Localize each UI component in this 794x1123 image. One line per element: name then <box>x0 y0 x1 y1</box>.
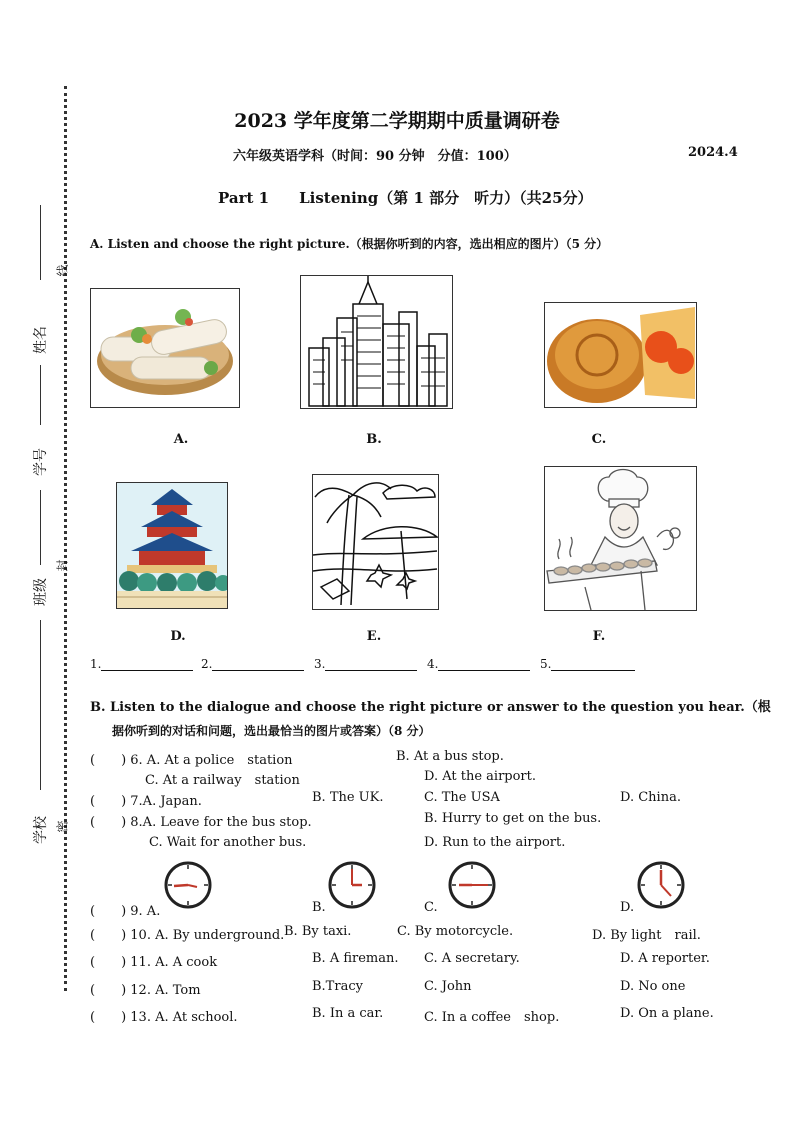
answer-blank-2[interactable] <box>201 657 304 671</box>
q9-option-a: ( ) 9. A. <box>90 904 161 919</box>
picture-e-letter: E. <box>366 629 382 644</box>
q13-option-b: B. In a car. <box>312 1006 384 1021</box>
q9-option-d: D. <box>620 900 635 915</box>
q7-option-a: ( ) 7.A. Japan. <box>90 794 202 809</box>
class-underline <box>40 490 41 565</box>
q11-option-d: D. A reporter. <box>620 951 710 966</box>
q11-option-b: B. A fireman. <box>312 951 399 966</box>
name-label: 姓名 <box>33 326 49 354</box>
q12-option-b: B.Tracy <box>312 979 363 994</box>
seal-close-char: 密 <box>55 820 70 833</box>
id-label: 学号 <box>33 448 49 476</box>
blank-2-label: 2. <box>201 657 213 671</box>
q11-option-c: C. A secretary. <box>424 951 520 966</box>
q10-option-c: C. By motorcycle. <box>397 924 514 939</box>
q8-option-c: C. Wait for another bus. <box>149 835 307 850</box>
part1-heading <box>218 187 593 208</box>
picture-b-letter: B. <box>366 432 382 447</box>
q10-option-b: B. By taxi. <box>284 924 352 939</box>
q7-option-d: D. China. <box>620 790 681 805</box>
name-underline <box>40 205 41 280</box>
picture-d-letter: D. <box>170 629 186 644</box>
mooncake-picture <box>544 302 697 408</box>
q10-option-d: D. By light rail. <box>592 928 701 943</box>
q9-option-c: C. <box>424 900 438 915</box>
class-label: 班级 <box>33 578 49 606</box>
seal-seal-char: 封 <box>55 559 70 572</box>
clock-d-icon <box>636 860 686 910</box>
q6-option-c: C. At a railway station <box>145 773 300 788</box>
picture-c-letter: C. <box>591 432 607 447</box>
answer-blank-4[interactable] <box>427 657 530 671</box>
q12-option-d: D. No one <box>620 979 686 994</box>
q8-option-a: ( ) 8.A. Leave for the bus stop. <box>90 815 312 830</box>
id-underline <box>40 365 41 425</box>
section-b-instruction-line1: B. Listen to the dialogue and choose the right picture or answer to the question you hear.（根 <box>90 700 771 715</box>
q6-option-b: B. At a bus stop. <box>396 749 504 764</box>
blank-4-label: 4. <box>427 657 439 671</box>
clock-b-icon <box>327 860 377 910</box>
school-underline <box>40 620 41 790</box>
part1-name: Listening（第 1 部分 听力）（共25分） <box>299 189 593 207</box>
exam-title: 2023 学年度第二学期期中质量调研卷 <box>234 110 560 132</box>
q6-option-a: ( ) 6. A. At a police station <box>90 753 293 768</box>
seal-line-char: 线 <box>55 264 70 277</box>
city-skyscrapers-picture <box>300 275 453 409</box>
temple-of-heaven-picture <box>116 482 228 609</box>
picture-a-letter: A. <box>173 432 189 447</box>
blank-3-label: 3. <box>314 657 326 671</box>
q8-option-d: D. Run to the airport. <box>424 835 566 850</box>
answer-blank-5[interactable] <box>540 657 635 671</box>
beach-palm-picture <box>312 474 439 610</box>
q13-option-a: ( ) 13. A. At school. <box>90 1010 238 1025</box>
section-a-instruction: A. Listen and choose the right picture.（根据你听到的内容，选出相应的图片）（5 分） <box>90 237 609 251</box>
blank-1-label: 1. <box>90 657 102 671</box>
q7-option-b: B. The UK. <box>312 790 384 805</box>
school-label: 学校 <box>33 816 49 844</box>
q9-option-b: B. <box>312 900 326 915</box>
q7-option-c: C. The USA <box>424 790 500 805</box>
q12-option-a: ( ) 12. A. Tom <box>90 983 201 998</box>
picture-f-letter: F. <box>592 629 606 644</box>
wrap-rolls-picture <box>90 288 240 408</box>
part1-label: Part 1 <box>218 189 270 207</box>
blank-5-label: 5. <box>540 657 552 671</box>
section-b-instruction-line2: 据你听到的对话和问题，选出最恰当的图片或答案）（8 分） <box>112 724 431 738</box>
q10-option-a: ( ) 10. A. By underground. <box>90 928 285 943</box>
clock-a-icon <box>163 860 213 910</box>
exam-date: 2024.4 <box>688 145 738 160</box>
chef-with-tray-picture <box>544 466 697 611</box>
q11-option-a: ( ) 11. A. A cook <box>90 955 218 970</box>
q13-option-c: C. In a coffee shop. <box>424 1010 560 1025</box>
exam-subtitle: 六年级英语学科（时间：90 分钟 分值：100） <box>233 149 517 164</box>
clock-c-icon <box>447 860 497 910</box>
answer-blank-1[interactable] <box>90 657 193 671</box>
q8-option-b: B. Hurry to get on the bus. <box>424 811 602 826</box>
binding-dotted-line <box>64 86 67 991</box>
answer-blank-3[interactable] <box>314 657 417 671</box>
q12-option-c: C. John <box>424 979 472 994</box>
q6-option-d: D. At the airport. <box>424 769 537 784</box>
q13-option-d: D. On a plane. <box>620 1006 714 1021</box>
